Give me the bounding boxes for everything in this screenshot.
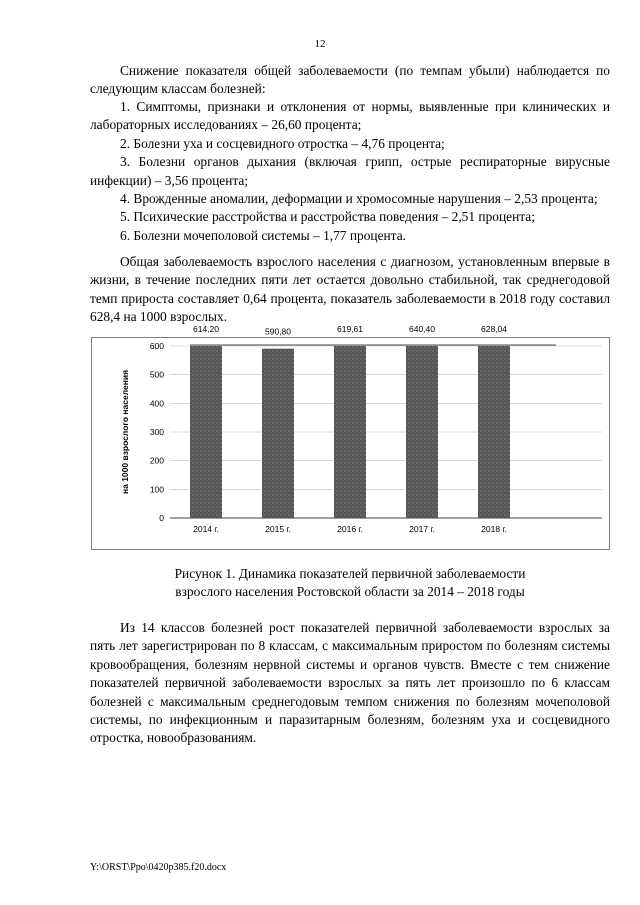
list-item: 6. Болезни мочеполовой системы – 1,77 процента. bbox=[120, 227, 406, 243]
footer-file-path: Y:\ORST\Ppo\0420p385.f20.docx bbox=[90, 862, 227, 873]
x-tick-label: 2018 г. bbox=[481, 524, 507, 534]
data-label: 619,61 bbox=[337, 324, 363, 334]
y-tick-label: 500 bbox=[149, 369, 164, 380]
list-item: 3. Болезни органов дыхания (включая грипп, острые респираторные вирусные инфекции) – 3,56 процента; bbox=[90, 154, 610, 188]
incidence-chart bbox=[91, 324, 610, 550]
list-item: 4. Врожденные аномалии, деформации и хромосомные нарушения – 2,53 процента; bbox=[120, 191, 598, 207]
data-label: 590,80 bbox=[265, 326, 291, 337]
y-tick-label: 300 bbox=[149, 427, 164, 437]
y-tick-label: 400 bbox=[149, 398, 164, 409]
x-tick-label: 2015 г. bbox=[265, 524, 291, 534]
bar bbox=[262, 349, 294, 518]
y-tick-label: 0 bbox=[159, 513, 164, 523]
data-label: 614,20 bbox=[193, 324, 219, 334]
y-tick-label: 200 bbox=[149, 455, 164, 466]
data-label: 640,40 bbox=[409, 324, 435, 334]
caption-line-1: Рисунок 1. Динамика показателей первичной заболеваемости bbox=[174, 566, 526, 581]
bar bbox=[334, 346, 366, 518]
disease-class-list bbox=[90, 98, 610, 245]
caption-line-2: взрослого населения Ростовской области за 2014 – 2018 годы bbox=[175, 584, 525, 600]
y-tick-label: 600 bbox=[149, 341, 164, 351]
y-axis-title: на 1000 взрослого населения bbox=[120, 369, 130, 495]
bar-chart-svg bbox=[92, 324, 609, 549]
x-tick-label: 2016 г. bbox=[337, 524, 363, 534]
bar bbox=[406, 346, 438, 518]
list-item: 2. Болезни уха и сосцевидного отростка – 4,76 процента; bbox=[120, 135, 445, 151]
paragraph-intro: Снижение показателя общей заболеваемости (по темпам убыли) наблюдается по следующим классам болезней: bbox=[90, 63, 610, 97]
x-tick-label: 2017 г. bbox=[409, 524, 435, 534]
data-label: 628,04 bbox=[481, 324, 507, 334]
paragraph-incidence: Общая заболеваемость взрослого населения с диагнозом, установленным впервые в жизни, в течение последних пяти лет остается довольно стабильной, так среднегодовой темп прироста составляет 0,64 процента, показатель заболеваемости в 2018 году составил 628,4 на 1000 взрослых. bbox=[90, 254, 610, 325]
x-tick-label: 2014 г. bbox=[193, 524, 219, 534]
list-item: 5. Психические расстройства и расстройства поведения – 2,51 процента; bbox=[120, 209, 535, 225]
list-item: 1. Симптомы, признаки и отклонения от нормы, выявленные при клинических и лабораторных исследованиях – 26,60 процента; bbox=[90, 99, 610, 133]
paragraph-classes: Из 14 классов болезней рост показателей первичной заболеваемости взрослых за пять лет зарегистрирован по 8 классам, с максимальным приростом по болезням системы кровообращения, болезням нервной системы и органов чувств. Вместе с тем снижение показателей первичной заболеваемости взрослых за пять лет произошло по 6 классам болезней с максимальным среднегодовым темпом снижения по болезням мочеполовой системы, по инфекционным и паразитарным болезням, болезням уха и сосцевидного отростка, новообразованиям. bbox=[90, 620, 610, 746]
bar bbox=[478, 346, 510, 518]
y-tick-label: 100 bbox=[149, 484, 164, 495]
figure-caption bbox=[90, 565, 610, 602]
page-number: 12 bbox=[314, 38, 326, 50]
bar bbox=[190, 346, 222, 518]
